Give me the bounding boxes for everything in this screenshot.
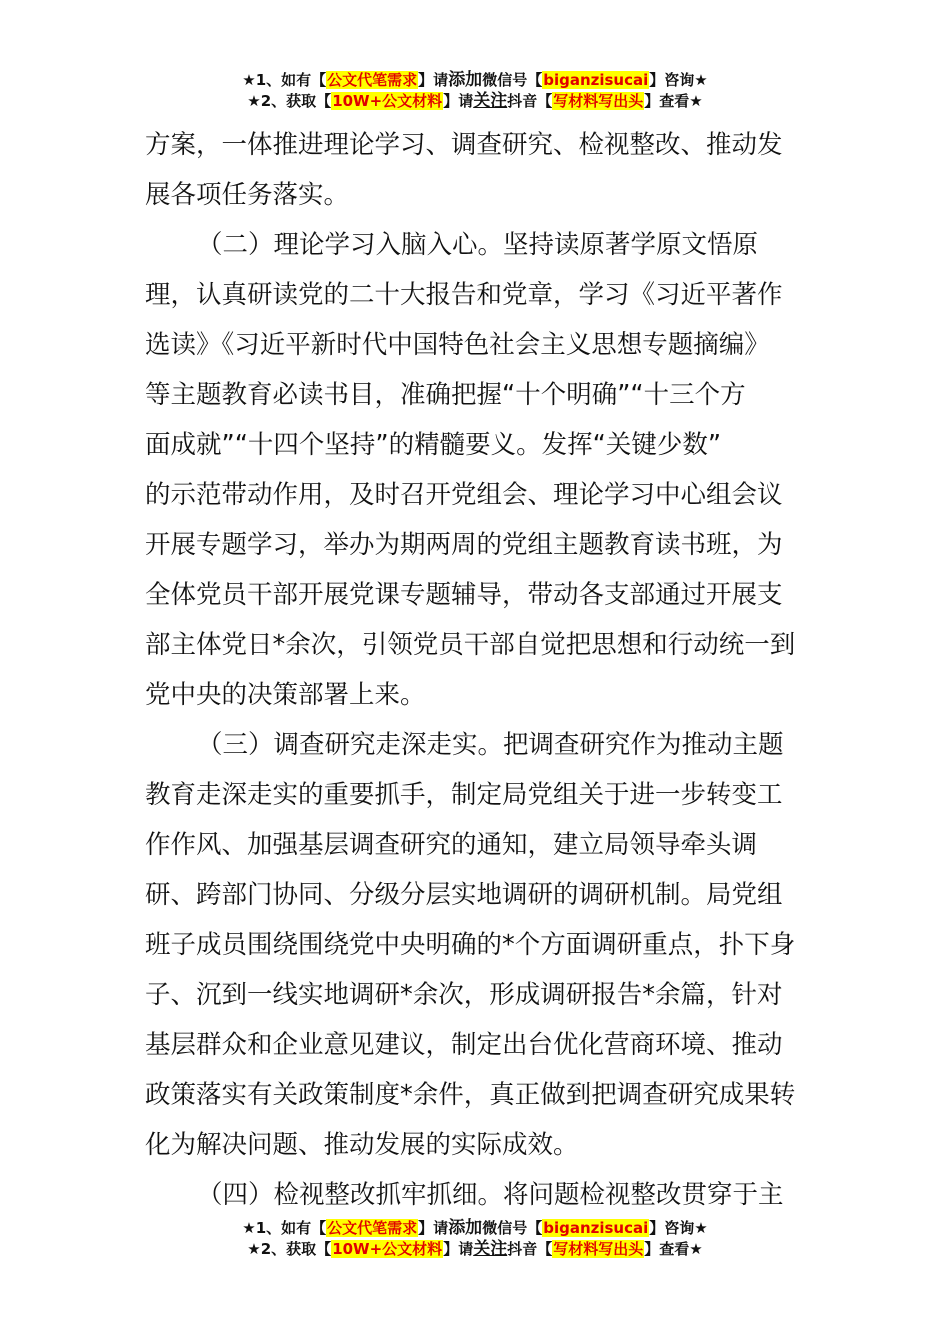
document-body [145,120,813,1220]
text-line: 的示范带动作用，及时召开党组会、理论学习中心组会议 [145,480,783,510]
text-line: 化为解决问题、推动发展的实际成效。 [145,1130,579,1160]
text-line: （二）理论学习入脑入心。坚持读原著学原文悟原 [197,230,759,260]
header-banner [0,70,950,112]
banner-line-2 [0,91,950,112]
banner-text: 】请 [443,92,474,110]
banner-emphasis: 添加 [448,70,483,90]
banner-douyin-id: 写材料写出头 [553,92,644,110]
text-line: 选读》《习近平新时代中国特色社会主义思想专题摘编》 [145,330,770,360]
text-line: 展各项任务落实。 [145,180,350,210]
banner-text: 抖音【 [507,1240,553,1258]
banner-highlight: 10W+公文材料 [332,92,443,110]
banner-text: 】请 [443,1240,474,1258]
text-line: 政策落实有关政策制度*余件，真正做到把调查研究成果转 [145,1080,796,1110]
banner-text: 】咨询★ [649,71,708,89]
banner-line-1 [0,70,950,91]
banner-line-2 [0,1239,950,1260]
banner-text: ★1、如有【 [242,71,327,89]
text-line: 班子成员围绕围绕党中央明确的*个方面调研重点，扑下身 [145,930,796,960]
text-line: 等主题教育必读书目，准确把握“十个明确”“十三个方 [145,380,746,410]
text-line: 理，认真研读党的二十大报告和党章，学习《习近平著作 [145,280,783,310]
banner-text: ★2、获取【 [247,1240,332,1258]
banner-text: 微信号【 [482,1219,543,1237]
banner-text: 】查看★ [644,1240,703,1258]
banner-highlight: 10W+公文材料 [332,1240,443,1258]
banner-text: 】咨询★ [649,1219,708,1237]
banner-emphasis: 关注 [473,91,508,111]
text-line: 子、沉到一线实地调研*余次，形成调研报告*余篇，针对 [145,980,783,1010]
banner-text: 】请 [418,1219,449,1237]
text-line: 面成就”“十四个坚持”的精髓要义。发挥“关键少数” [145,430,722,460]
banner-text: 】请 [418,71,449,89]
text-line: 全体党员干部开展党课专题辅导，带动各支部通过开展支 [145,580,783,610]
banner-douyin-id: 写材料写出头 [553,1240,644,1258]
text-line: 党中央的决策部署上来。 [145,680,426,710]
text-line: 基层群众和企业意见建议，制定出台优化营商环境、推动 [145,1030,783,1060]
text-line: 部主体党日*余次，引领党员干部自觉把思想和行动统一到 [145,630,796,660]
banner-highlight: 公文代笔需求 [327,1219,418,1237]
text-line: （四）检视整改抓牢抓细。将问题检视整改贯穿于主 [197,1180,784,1210]
banner-text: 微信号【 [482,71,543,89]
text-line: 教育走深走实的重要抓手，制定局党组关于进一步转变工 [145,780,783,810]
banner-emphasis: 添加 [448,1218,483,1238]
banner-text: ★1、如有【 [242,1219,327,1237]
text-line: （三）调查研究走深走实。把调查研究作为推动主题 [197,730,784,760]
banner-highlight: 公文代笔需求 [327,71,418,89]
text-line: 开展专题学习，举办为期两周的党组主题教育读书班，为 [145,530,783,560]
banner-emphasis: 关注 [473,1239,508,1259]
text-line: 研、跨部门协同、分级分层实地调研的调研机制。局党组 [145,880,783,910]
text-line: 作作风、加强基层调查研究的通知，建立局领导牵头调 [145,830,758,860]
banner-wechat-id: biganzisucai [543,71,649,89]
banner-text: ★2、获取【 [247,92,332,110]
text-line: 方案，一体推进理论学习、调查研究、检视整改、推动发 [145,130,783,160]
banner-text: 】查看★ [644,92,703,110]
footer-banner [0,1218,950,1260]
banner-line-1 [0,1218,950,1239]
banner-text: 抖音【 [507,92,553,110]
banner-wechat-id: biganzisucai [543,1219,649,1237]
